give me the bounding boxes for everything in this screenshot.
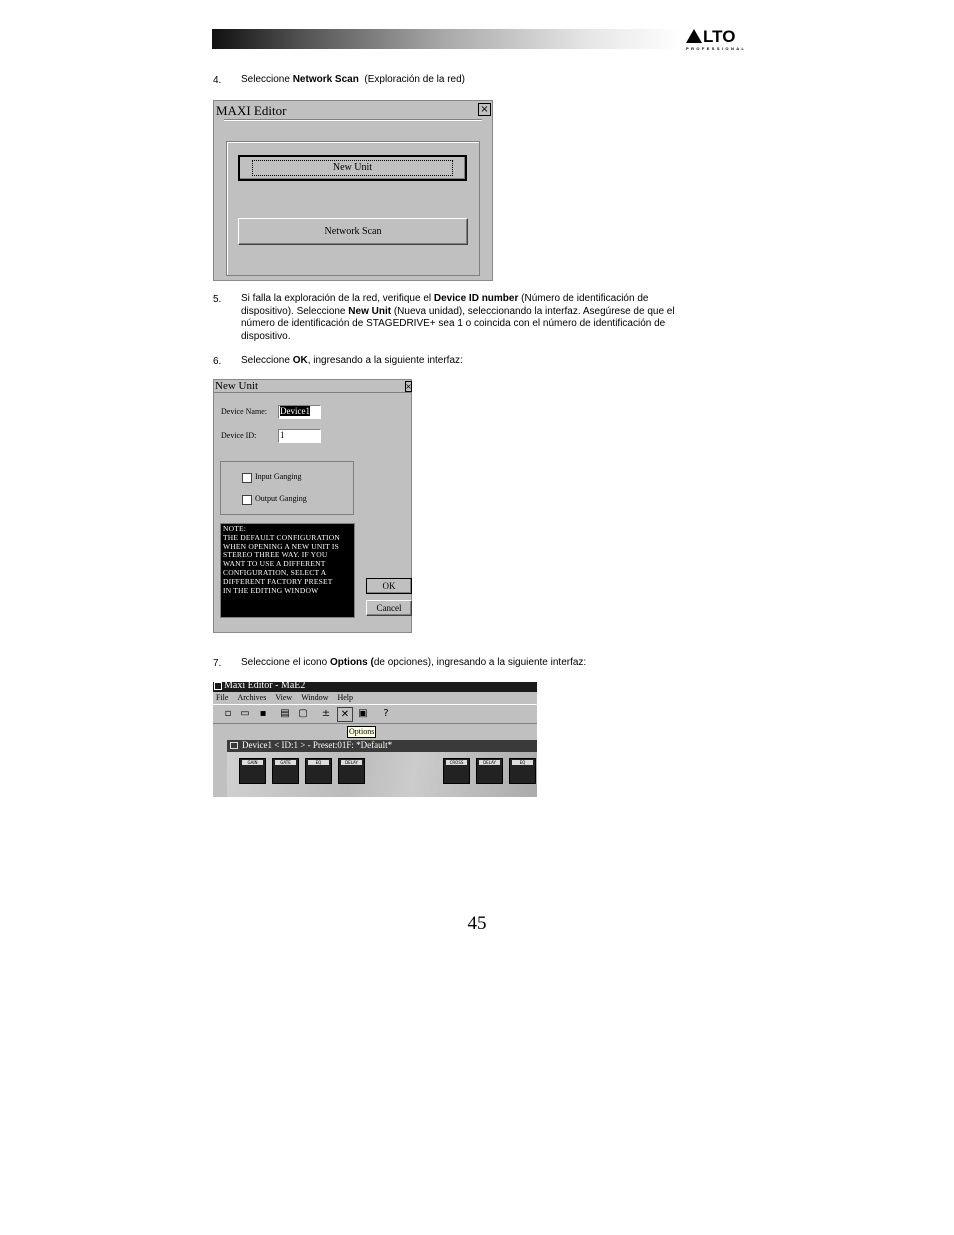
note-text: NOTE: THE DEFAULT CONFIGURATION WHEN OPENING A NEW UNIT IS STEREO THREE WAY. IF YOU WANT TO USE A DIFFERENT CONFIGURATION, SELECT A DIFFERENT FACTORY PRESET IN THE EDITING WINDOW — [223, 524, 340, 595]
step-7-text: Seleccione el icono Options (de opciones), ingresando a la siguiente interfaz: — [241, 657, 587, 668]
new-file-icon[interactable]: ▫ — [224, 708, 232, 719]
print-preview-icon[interactable]: ▢ — [298, 708, 308, 719]
help-icon[interactable]: ? — [383, 708, 389, 719]
logo-triangle-icon — [686, 29, 702, 43]
gate-module-icon[interactable]: GATE — [272, 758, 299, 784]
eq-module-icon[interactable]: EQ — [305, 758, 332, 784]
menu-file[interactable]: File — [216, 693, 229, 702]
editor-title-bar — [213, 682, 537, 692]
step-6-number: 6. — [213, 356, 222, 367]
device-title-bar — [227, 740, 537, 752]
title-divider — [214, 392, 411, 393]
new-unit-dialog-title: New Unit — [215, 380, 259, 392]
ganging-group — [220, 461, 354, 515]
close-icon[interactable]: × — [478, 103, 491, 116]
close-icon[interactable]: × — [405, 381, 412, 391]
header-gradient-bar — [212, 29, 682, 49]
device-name-label: Device Name: — [221, 407, 267, 416]
toolbar — [213, 704, 537, 724]
input-ganging-label: Input Ganging — [255, 472, 302, 481]
delay-module-icon[interactable]: DELAY — [338, 758, 365, 784]
network-icon[interactable]: ▣ — [358, 708, 368, 719]
app-menu-icon[interactable] — [214, 682, 222, 690]
menu-view[interactable]: View — [275, 693, 293, 702]
device-id-input[interactable]: 1 — [278, 429, 321, 443]
ok-button[interactable]: OK — [366, 578, 412, 594]
options-tooltip: Options — [349, 727, 375, 736]
menu-bar — [216, 693, 353, 702]
menu-help[interactable]: Help — [337, 693, 353, 702]
step-4-text: Seleccione Network Scan (Exploración de la red) — [241, 74, 466, 85]
transfer-icon[interactable]: ± — [321, 708, 331, 719]
step-4-number: 4. — [213, 75, 222, 86]
step-5-text: Si falla la exploración de la red, verifique el Device ID number (Número de identificación de dispositivo). Seleccione New Unit (Nueva unidad), seleccionando la interfaz. Asegúrese de que el número de identificación de STAGEDRIVE+ sea 1 o coincida con el número de identificación de dispositivo. — [241, 293, 675, 342]
output-eq-module-icon[interactable]: EQ — [509, 758, 536, 784]
alto-logo — [686, 27, 747, 52]
print-icon[interactable]: ▤ — [280, 708, 290, 719]
page-number: 45 — [467, 913, 487, 934]
open-file-icon[interactable]: ▭ — [240, 708, 250, 719]
options-icon[interactable]: ✕ — [337, 707, 353, 722]
output-ganging-label: Output Ganging — [255, 494, 307, 503]
editor-title: Maxi Editor - MaE2 — [224, 682, 306, 691]
device-name-input[interactable]: Device1 — [278, 405, 321, 419]
menu-archives[interactable]: Archives — [237, 693, 267, 702]
menu-window[interactable]: Window — [301, 693, 329, 702]
cancel-button[interactable]: Cancel — [366, 600, 412, 616]
maxi-editor-window — [213, 682, 537, 797]
maxi-editor-dialog — [213, 100, 493, 281]
new-unit-dialog — [213, 379, 412, 633]
input-ganging-checkbox[interactable] — [242, 473, 252, 483]
output-delay-module-icon[interactable]: DELAY — [476, 758, 503, 784]
title-divider — [224, 119, 482, 121]
new-unit-button[interactable]: New Unit — [238, 155, 467, 181]
network-scan-button[interactable]: Network Scan — [238, 218, 468, 245]
step-6-text: Seleccione OK, ingresando a la siguiente interfaz: — [241, 355, 463, 366]
device-panel — [227, 752, 537, 797]
step-5-number: 5. — [213, 294, 222, 305]
crossover-module-icon[interactable]: CROSS — [443, 758, 470, 784]
step-7-number: 7. — [213, 658, 222, 669]
maxi-dialog-title: MAXI Editor — [216, 103, 287, 118]
device-id-label: Device ID: — [221, 431, 257, 440]
device-title: Device1 < ID:1 > - Preset:01F: *Default* — [242, 740, 393, 750]
logo-text: LTO — [703, 27, 736, 46]
output-ganging-checkbox[interactable] — [242, 495, 252, 505]
logo-subtitle: PROFESSIONAL — [686, 46, 747, 51]
gain-module-icon[interactable]: GAIN — [239, 758, 266, 784]
window-icon — [230, 742, 238, 749]
save-icon[interactable]: ▪ — [259, 708, 267, 719]
note-box — [220, 523, 355, 618]
